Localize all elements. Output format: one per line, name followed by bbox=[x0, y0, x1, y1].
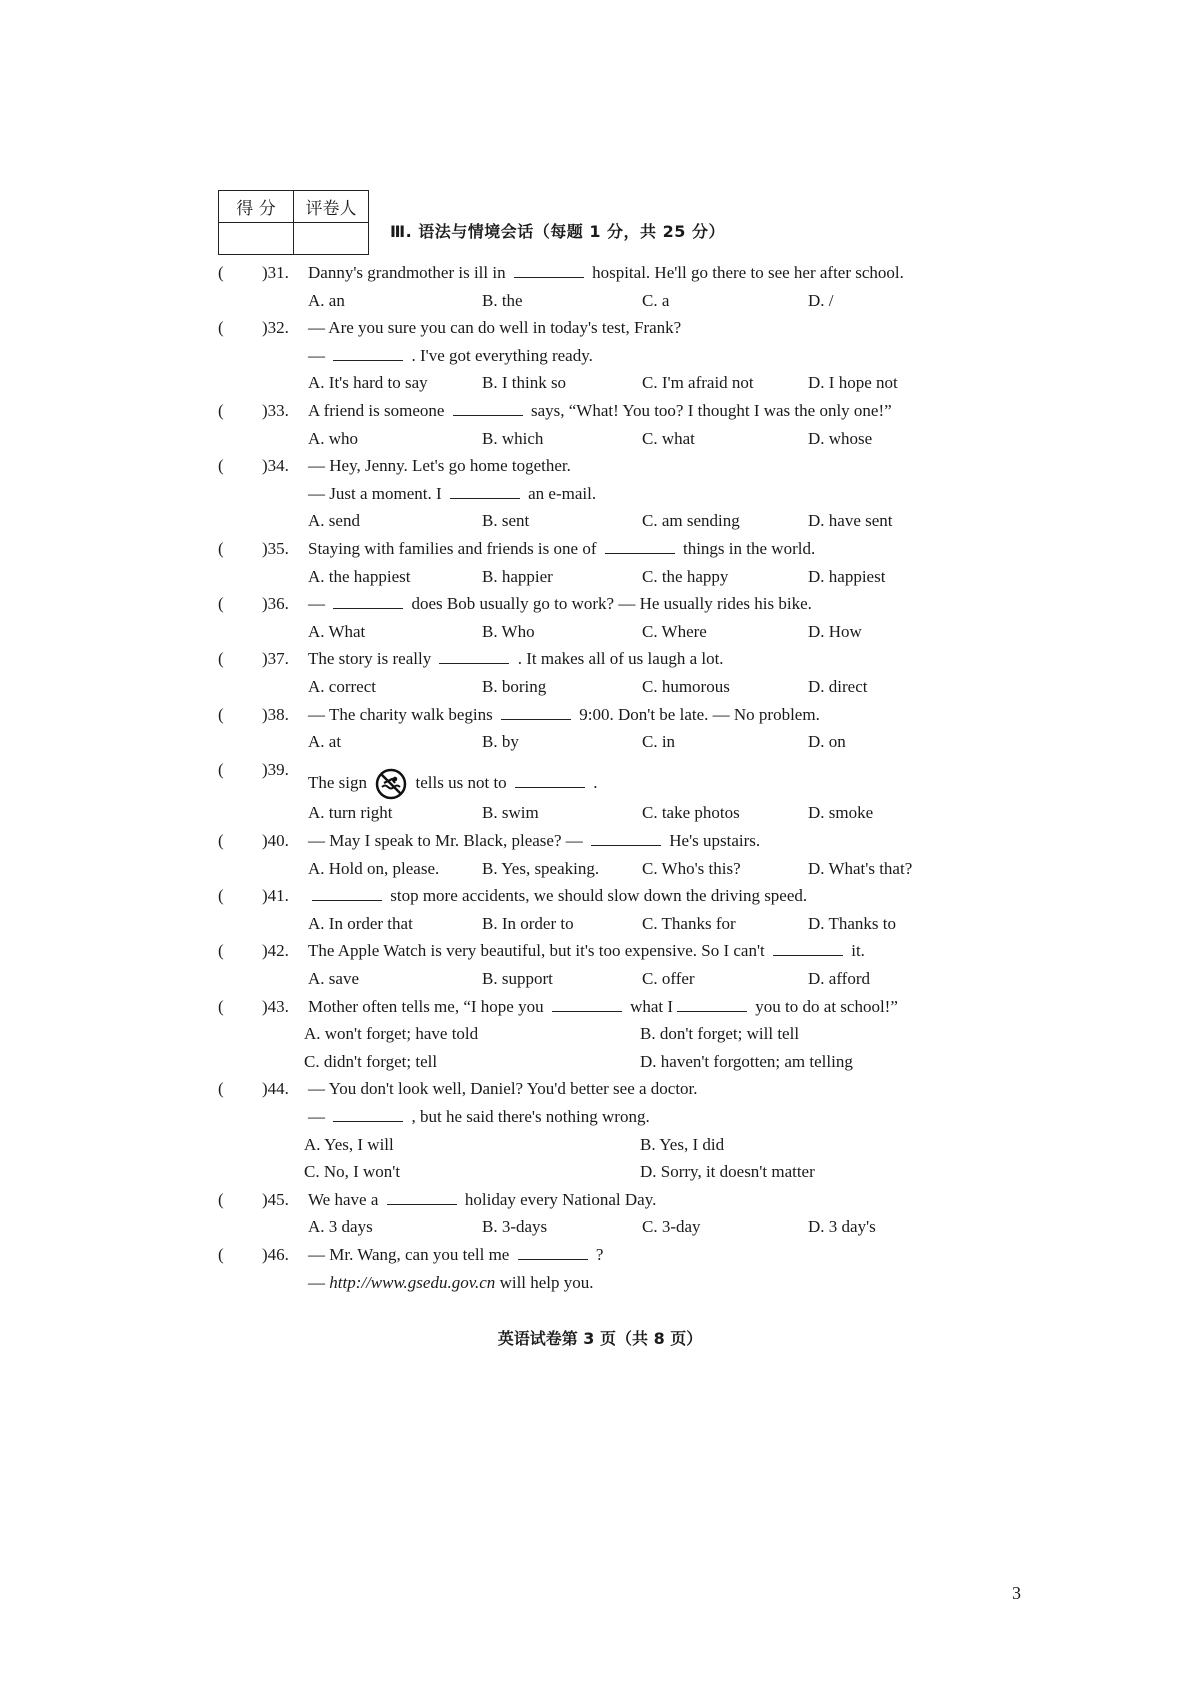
option: C. 3-day bbox=[642, 1217, 701, 1237]
question-number: )40. bbox=[262, 831, 289, 850]
option: C. No, I won't bbox=[304, 1162, 401, 1182]
section-title: Ⅲ. 语法与情境会话（每题 1 分，共 25 分） bbox=[390, 222, 725, 241]
answer-paren: ( bbox=[218, 539, 224, 558]
option: D. direct bbox=[808, 677, 868, 696]
option: B. happier bbox=[482, 566, 553, 586]
option: D. haven't forgotten; am telling bbox=[640, 1051, 853, 1071]
answer-paren: ( bbox=[218, 941, 224, 961]
option: A. turn right bbox=[308, 803, 393, 823]
option: C. in bbox=[642, 732, 676, 752]
option: B. Yes, speaking. bbox=[482, 858, 600, 878]
question-number: )33. bbox=[262, 401, 289, 420]
option: B. by bbox=[482, 732, 519, 752]
question-number: )44. bbox=[262, 1079, 289, 1099]
option: C. the happy bbox=[642, 566, 729, 586]
answer-blank bbox=[552, 1010, 622, 1012]
answer-blank bbox=[518, 1258, 588, 1260]
question-number: )38. bbox=[262, 704, 289, 724]
option: D. smoke bbox=[808, 803, 874, 823]
option: A. at bbox=[308, 732, 342, 752]
answer-blank bbox=[439, 662, 509, 664]
question-text: — Mr. Wang, can you tell me ? bbox=[308, 1245, 604, 1264]
question-text: — Just a moment. I an e-mail. bbox=[308, 483, 597, 503]
answer-blank bbox=[333, 1120, 403, 1122]
option: A. Yes, I will bbox=[304, 1134, 394, 1154]
question-text: — Are you sure you can do well in today's test, Frank? bbox=[308, 318, 682, 338]
question-text: — You don't look well, Daniel? You'd better see a doctor. bbox=[308, 1079, 698, 1099]
question-text: — http://www.gsedu.gov.cn will help you. bbox=[308, 1272, 594, 1292]
option: A. the happiest bbox=[308, 566, 411, 586]
question-number: )45. bbox=[262, 1189, 289, 1209]
option: C. take photos bbox=[642, 803, 740, 823]
answer-paren: ( bbox=[218, 996, 224, 1016]
page-number: 3 bbox=[1012, 1583, 1021, 1603]
option: C. Thanks for bbox=[642, 913, 736, 933]
option: A. 3 days bbox=[308, 1217, 373, 1237]
question-text: — . I've got everything ready. bbox=[308, 345, 593, 365]
option: A. won't forget; have told bbox=[304, 1024, 479, 1044]
answer-blank bbox=[450, 497, 520, 499]
answer-paren: ( bbox=[218, 704, 224, 724]
option: B. boring bbox=[482, 677, 547, 696]
option: C. a bbox=[642, 290, 670, 310]
option: D. afford bbox=[808, 969, 870, 988]
question-number: )34. bbox=[262, 456, 289, 476]
option: A. who bbox=[308, 428, 359, 448]
question-text: Danny's grandmother is ill in hospital. He'll go there to see her after school. bbox=[308, 263, 904, 282]
option: D. Thanks to bbox=[808, 913, 896, 933]
option: D. 3 day's bbox=[808, 1217, 876, 1237]
question-text: — Hey, Jenny. Let's go home together. bbox=[308, 456, 571, 476]
option: B. don't forget; will tell bbox=[640, 1024, 800, 1044]
question-text: — The charity walk begins 9:00. Don't be late. — No problem. bbox=[308, 704, 820, 724]
answer-blank bbox=[514, 276, 584, 278]
question-number: )31. bbox=[262, 263, 289, 282]
answer-blank bbox=[387, 1203, 457, 1205]
score-label: 得 分 bbox=[219, 191, 294, 223]
option: D. have sent bbox=[808, 511, 893, 531]
grader-label: 评卷人 bbox=[294, 191, 369, 223]
question-number: )41. bbox=[262, 886, 289, 906]
answer-paren: ( bbox=[218, 1245, 224, 1264]
answer-blank bbox=[333, 607, 403, 609]
option: A. correct bbox=[308, 677, 376, 696]
option: A. send bbox=[308, 511, 360, 531]
option: A. an bbox=[308, 290, 345, 310]
question-number: )37. bbox=[262, 649, 289, 669]
page-footer: 英语试卷第 3 页（共 8 页） bbox=[497, 1329, 703, 1348]
question-text: The Apple Watch is very beautiful, but it's too expensive. So I can't it. bbox=[308, 941, 865, 961]
answer-paren: ( bbox=[218, 1189, 224, 1209]
answer-paren: ( bbox=[218, 594, 224, 614]
option: D. Sorry, it doesn't matter bbox=[640, 1162, 815, 1182]
option: D. What's that? bbox=[808, 858, 913, 878]
option: C. I'm afraid not bbox=[642, 373, 754, 393]
option: C. didn't forget; tell bbox=[304, 1051, 438, 1071]
question-number: )43. bbox=[262, 996, 289, 1016]
answer-paren: ( bbox=[218, 649, 224, 669]
option: B. In order to bbox=[482, 913, 574, 933]
option: A. What bbox=[308, 621, 366, 641]
answer-paren: ( bbox=[218, 831, 224, 850]
option: B. the bbox=[482, 290, 523, 310]
option: C. Where bbox=[642, 621, 707, 641]
question-text: We have a holiday every National Day. bbox=[308, 1189, 657, 1209]
option: A. It's hard to say bbox=[308, 373, 428, 393]
question-number: )46. bbox=[262, 1245, 289, 1264]
option: D. / bbox=[808, 290, 834, 310]
answer-blank bbox=[773, 954, 843, 956]
option: B. 3-days bbox=[482, 1217, 548, 1237]
answer-paren: ( bbox=[218, 263, 224, 282]
answer-paren: ( bbox=[218, 401, 224, 420]
answer-blank bbox=[501, 718, 571, 720]
question-text: Staying with families and friends is one of things in the world. bbox=[308, 539, 816, 558]
option: C. what bbox=[642, 428, 695, 448]
option: C. offer bbox=[642, 969, 695, 988]
answer-blank bbox=[515, 786, 585, 788]
no-swimming-icon bbox=[375, 768, 407, 800]
option: A. save bbox=[308, 969, 359, 988]
option: A. Hold on, please. bbox=[308, 858, 440, 878]
question-number: )42. bbox=[262, 941, 289, 961]
option: B. Who bbox=[482, 621, 535, 641]
question-text: stop more accidents, we should slow down the driving speed. bbox=[308, 886, 807, 906]
answer-blank bbox=[312, 899, 382, 901]
answer-blank bbox=[605, 552, 675, 554]
url-text: http://www.gsedu.gov.cn bbox=[329, 1272, 496, 1292]
answer-blank bbox=[677, 1010, 747, 1012]
question-text: — does Bob usually go to work? — He usually rides his bike. bbox=[308, 594, 812, 614]
option: B. Yes, I did bbox=[640, 1134, 725, 1154]
question-text: A friend is someone says, “What! You too? I thought I was the only one!” bbox=[308, 401, 892, 420]
answer-paren: ( bbox=[218, 1079, 224, 1099]
question-text: The sign tells us not to . bbox=[308, 768, 597, 800]
question-text: Mother often tells me, “I hope you what I you to do at school!” bbox=[308, 996, 898, 1016]
option: D. whose bbox=[808, 428, 873, 448]
option: B. support bbox=[482, 969, 553, 988]
option: C. am sending bbox=[642, 511, 740, 531]
option: D. I hope not bbox=[808, 373, 898, 393]
answer-paren: ( bbox=[218, 759, 224, 779]
option: B. swim bbox=[482, 803, 539, 823]
answer-paren: ( bbox=[218, 456, 224, 476]
score-table bbox=[218, 190, 369, 255]
answer-paren: ( bbox=[218, 886, 224, 906]
answer-blank bbox=[591, 844, 661, 846]
question-number: )32. bbox=[262, 318, 289, 338]
question-number: )35. bbox=[262, 539, 289, 558]
option: B. sent bbox=[482, 511, 530, 531]
question-number: )36. bbox=[262, 594, 289, 614]
option: D. How bbox=[808, 621, 862, 641]
score-cell bbox=[219, 223, 294, 255]
option: D. on bbox=[808, 732, 846, 752]
option: A. In order that bbox=[308, 913, 413, 933]
answer-blank bbox=[453, 414, 523, 416]
option: B. I think so bbox=[482, 373, 567, 393]
answer-paren: ( bbox=[218, 318, 224, 338]
option: D. happiest bbox=[808, 566, 886, 586]
option: C. humorous bbox=[642, 677, 730, 696]
option: B. which bbox=[482, 428, 544, 448]
question-text: — May I speak to Mr. Black, please? — He's upstairs. bbox=[308, 831, 761, 850]
answer-blank bbox=[333, 359, 403, 361]
grader-cell bbox=[294, 223, 369, 255]
question-text: The story is really . It makes all of us laugh a lot. bbox=[308, 649, 724, 669]
option: C. Who's this? bbox=[642, 858, 741, 878]
question-number: )39. bbox=[262, 759, 289, 779]
question-text: — , but he said there's nothing wrong. bbox=[308, 1107, 650, 1126]
